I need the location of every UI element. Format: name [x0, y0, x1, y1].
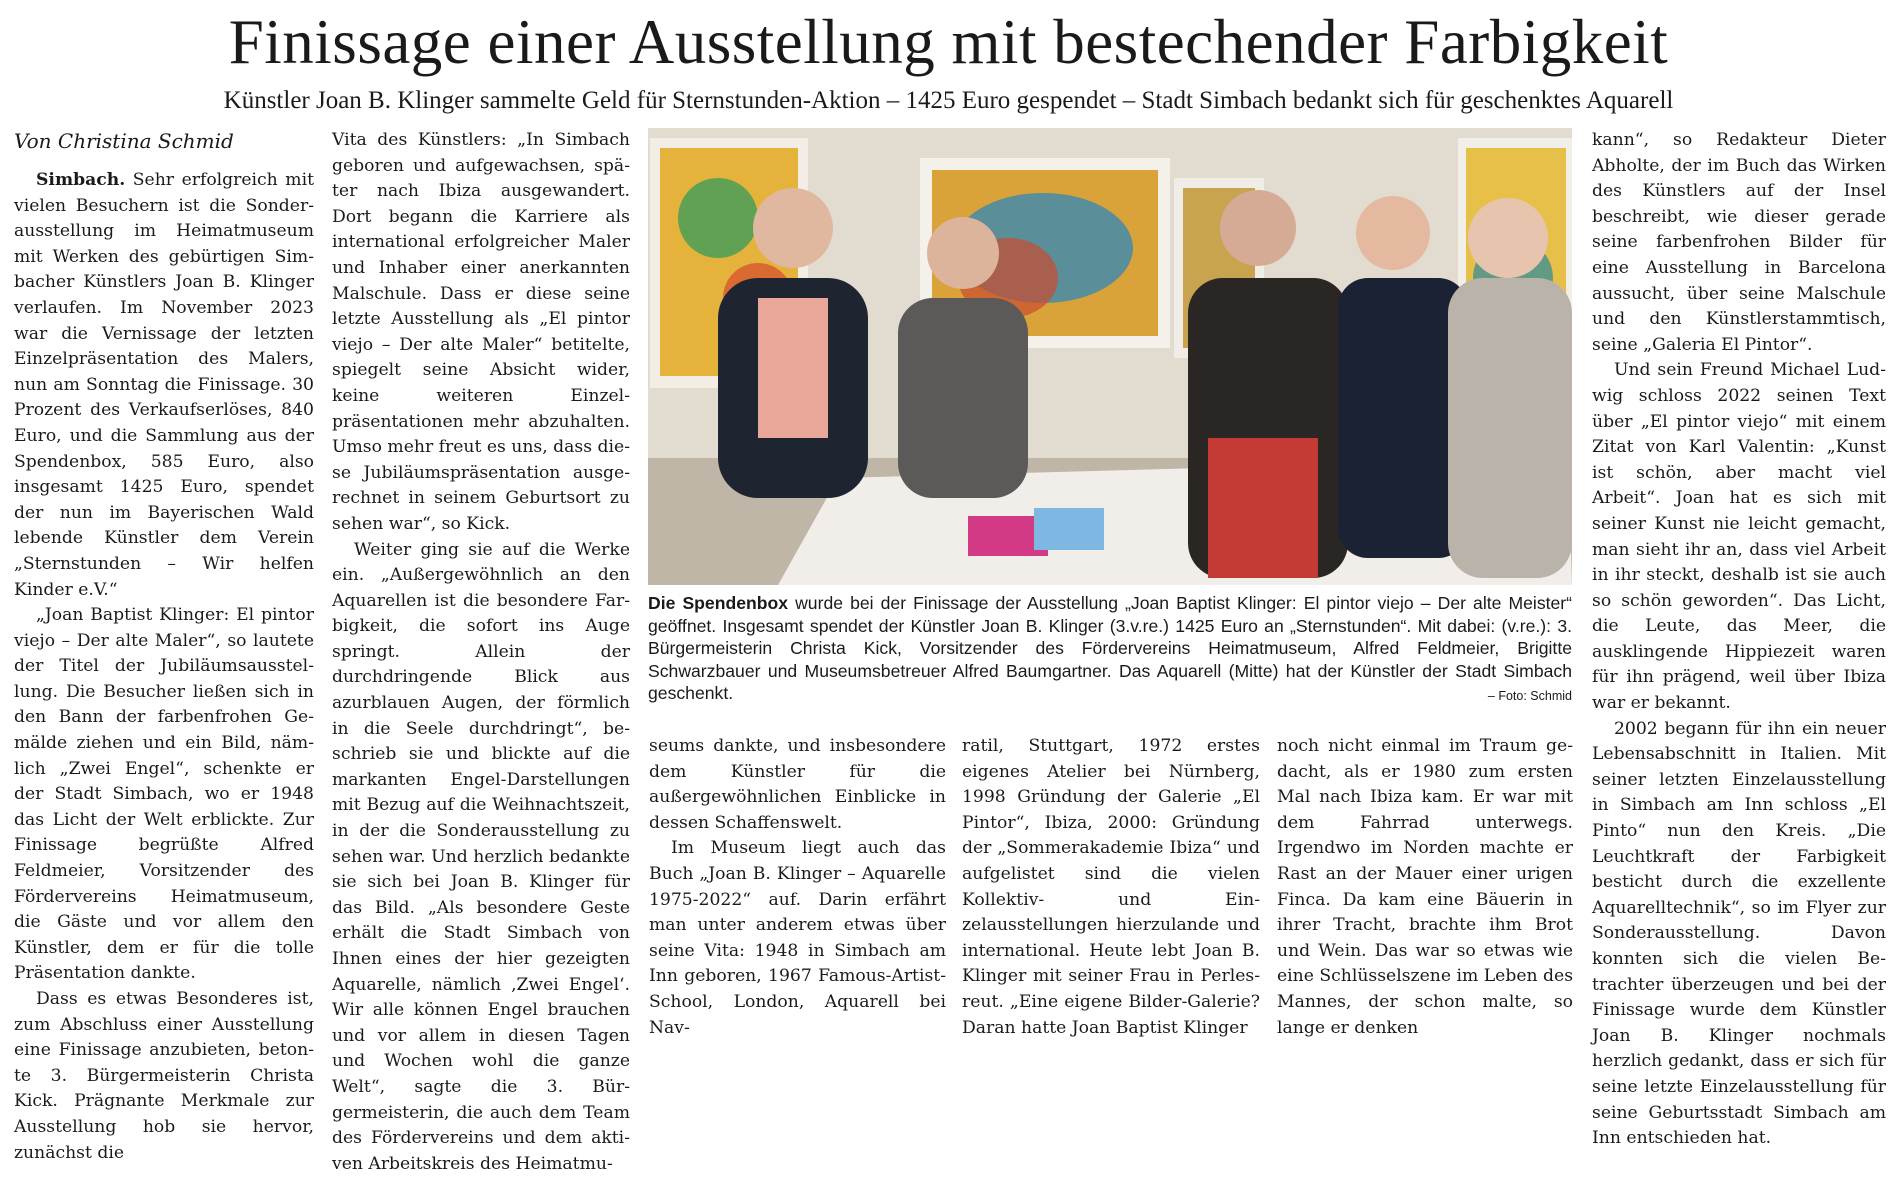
paragraph: noch nicht einmal im Traum gedacht, als er 1980 zum ersten Mal nach Ibiza kam. Er war mit dem Fahrrad unterwegs. Irgendwo im Norden machte er Rast an der Mauer einer urigen Finca. Da kam eine Bäuerin in ihrer Tracht, brachte ihm Brot und Wein. Das war so etwas wie eine Schlüsselszene im Leben des Mannes, der schon malte, so lange er denken: [1277, 734, 1573, 1041]
paragraph: Weiter ging sie auf die Werke ein. „Außergewöhnlich an den Aquarellen ist die besondere Farbigkeit, die sofort ins Auge springt. Allein der durchdringende Blick aus azurblauen Augen, der förmlich in die Seele durchdringt“, beschrieb sie und blickte auf die markanten Engel-Darstellungen mit Bezug auf die Weihnachtszeit, in der die Sonderausstellung zu sehen war. Und herzlich bedankte sie sich bei Joan B. Klinger für das Bild. „Als besondere Geste erhält die Stadt Simbach von Ihnen eines der hier gezeigten Aquarelle, nämlich ‚Zwei Engel‘. Wir alle können Engel brauchen und vor allem in diesen Tagen und Wochen wohl die ganze Welt“, sagte die 3. Bürgermeisterin, die auch dem Team des Fördervereins und dem aktiven Arbeitskreis des Heimatmu-: [332, 538, 630, 1177]
paragraph: Und sein Freund Michael Ludwig schloss 2022 seinen Text über „El pintor viejo“ mit einem Zitat von Karl Valentin: „Kunst ist schön, aber macht viel Arbeit“. Joan hat es sich mit seiner Kunst nie leicht gemacht, man sieht ihr an, dass viel Arbeit in ihr steckt, deshalb ist sie auch so schön geworden“. Das Licht, die Leute, das Meer, die ausklingende Hippiezeit waren für ihn prägend, weil über Ibiza war er bekannt.: [1592, 358, 1886, 716]
subheadline: Künstler Joan B. Klinger sammelte Geld für Sternstunden-Aktion – 1425 Euro gespendet – Stadt Simbach bedankt sich für geschenktes Aquarell: [0, 86, 1897, 116]
caption-text: wurde bei der Finissage der Ausstellung „Joan Baptist Klinger: El pintor viejo – Der alte Meister“ geöffnet. Insgesamt spendet der Künstler Joan B. Klinger (3.v.re.) 1425 Euro an „Sternstunden“. Mit dabei: (v.re.): 3. Bürgermeisterin Christa Kick, Vorsitzender des Fördervereins Heimatmuseum, Alfred Feldmeier, Brigitte Schwarzbauer und Museumsbetreuer Alfred Baumgartner. Das Aquarell (Mitte) hat der Künstler der Stadt Simbach geschenkt.: [648, 593, 1572, 703]
dateline: Simbach.: [36, 170, 125, 190]
paragraph: [14, 168, 314, 603]
paragraph: ratil, Stuttgart, 1972 erstes eigenes Atelier bei Nürnberg, 1998 Gründung der Galerie „El Pintor“, Ibiza, 2000: Gründung der „Sommerakademie Ibiza“ und aufgelistet sind die vielen Kollektiv- und Einzelausstellungen hierzulande und international. Heute lebt Joan B. Klinger mit seiner Frau in Perlesreut. „Eine eigene Bilder-Galerie? Daran hatte Joan Baptist Klinger: [962, 734, 1260, 1041]
photo-illustration: [648, 128, 1572, 585]
paragraph: kann“, so Redakteur Dieter Abholte, der im Buch das Wirken des Künstlers auf der Insel beschreibt, wie dieser gerade seine farbenfrohen Bilder für eine Ausstellung in Barcelona aussucht, über seine Malschule und den Künstlerstammtisch, seine „Galeria El Pintor“.: [1592, 128, 1886, 358]
column-1: [14, 128, 314, 994]
paragraph: „Joan Baptist Klinger: El pintor viejo – Der alte Maler“, so lautete der Titel der Jubiläumsausstellung. Die Besucher ließen sich in den Bann der farbenfrohen Gemälde ziehen und ein Bild, nämlich „Zwei Engel“, schenkte er der Stadt Simbach, wo er 1948 das Licht der Welt erblickte. Zur Finissage begrüßte Alfred Feldmeier, Vorsitzender des Fördervereins Heimatmuseum, die Gäste und vor allem den Künstler, dem er für die tolle Präsentation dankte.: [14, 603, 314, 987]
headline: Finissage einer Ausstellung mit bestechender Farbigkeit: [0, 6, 1897, 78]
photo-credit: – Foto: Schmid: [1342, 688, 1572, 704]
paragraph: Dass es etwas Besonderes ist, zum Abschluss einer Ausstellung eine Finissage anzubieten, betonte 3. Bürgermeisterin Christa Kick. Prägnante Merkmale zur Ausstellung hob sie hervor, zunächst die: [14, 987, 314, 1166]
paragraph: Vita des Künstlers: „In Simbach geboren und aufgewachsen, später nach Ibiza ausgewandert. Dort begann die Karriere als international erfolgreicher Maler und Inhaber einer anerkannten Malschule. Dass er diese seine letzte Ausstellung als „El pintor viejo – Der alte Maler“ betitelte, spiegelt seine Absicht wider, keine weiteren Einzelpräsentationen mehr abzuhalten. Umso mehr freut es uns, dass diese Jubiläumspräsentation ausgerechnet in seinem Geburtsort zu sehen war“, so Kick.: [332, 128, 630, 538]
paragraph: seums dankte, und insbesondere dem Künstler für die außergewöhnlichen Einblicke in dessen Schaffenswelt.: [649, 734, 946, 836]
author-byline: Von Christina Schmid: [14, 128, 314, 154]
paragraph-text: Sehr erfolgreich mit vielen Besuchern ist die Sonderausstellung im Heimatmuseum mit Werken des gebürtigen Simbacher Künstlers Joan B. Klinger verlaufen. Im November 2023 war die Vernissage der letzten Einzelpräsentation des Malers, nun am Sonntag die Finissage. 30 Prozent des Verkaufserlöses, 840 Euro, und die Sammlung aus der Spendenbox, 585 Euro, also insgesamt 1425 Euro, spendet der nun im Bayerischen Wald lebende Künstler dem Verein „Sternstunden – Wir helfen Kinder e.V.“: [14, 170, 314, 600]
column-3: [649, 734, 946, 994]
column-6: [1592, 128, 1886, 994]
paragraph: Im Museum liegt auch das Buch „Joan B. Klinger – Aquarelle 1975-2022“ auf. Darin erfährt man unter anderem etwas über seine Vita: 1948 in Simbach am Inn geboren, 1967 Famous-Artist-School, London, Aquarell bei Nav-: [649, 836, 946, 1041]
column-4: [962, 734, 1260, 994]
paragraph: 2002 begann für ihn ein neuer Lebensabschnitt in Italien. Mit seiner letzten Einzelausstellung in Simbach am Inn schloss „El Pinto“ nun den Kreis. „Die Leuchtkraft der Farbigkeit besticht durch die exzellente Aquarelltechnik“, so im Flyer zur Sonderausstellung. Davon konnten sich die vielen Betrachter überzeugen und bei der Finissage wurde dem Künstler Joan B. Klinger nochmals herzlich gedankt, dass er sich für seine letzte Einzelausstellung für seine Geburtsstadt Simbach am Inn entschieden hat.: [1592, 717, 1886, 1152]
column-2: [332, 128, 630, 994]
column-5: [1277, 734, 1573, 994]
caption-title: Die Spendenbox: [648, 593, 788, 613]
article-photo: [648, 128, 1572, 585]
